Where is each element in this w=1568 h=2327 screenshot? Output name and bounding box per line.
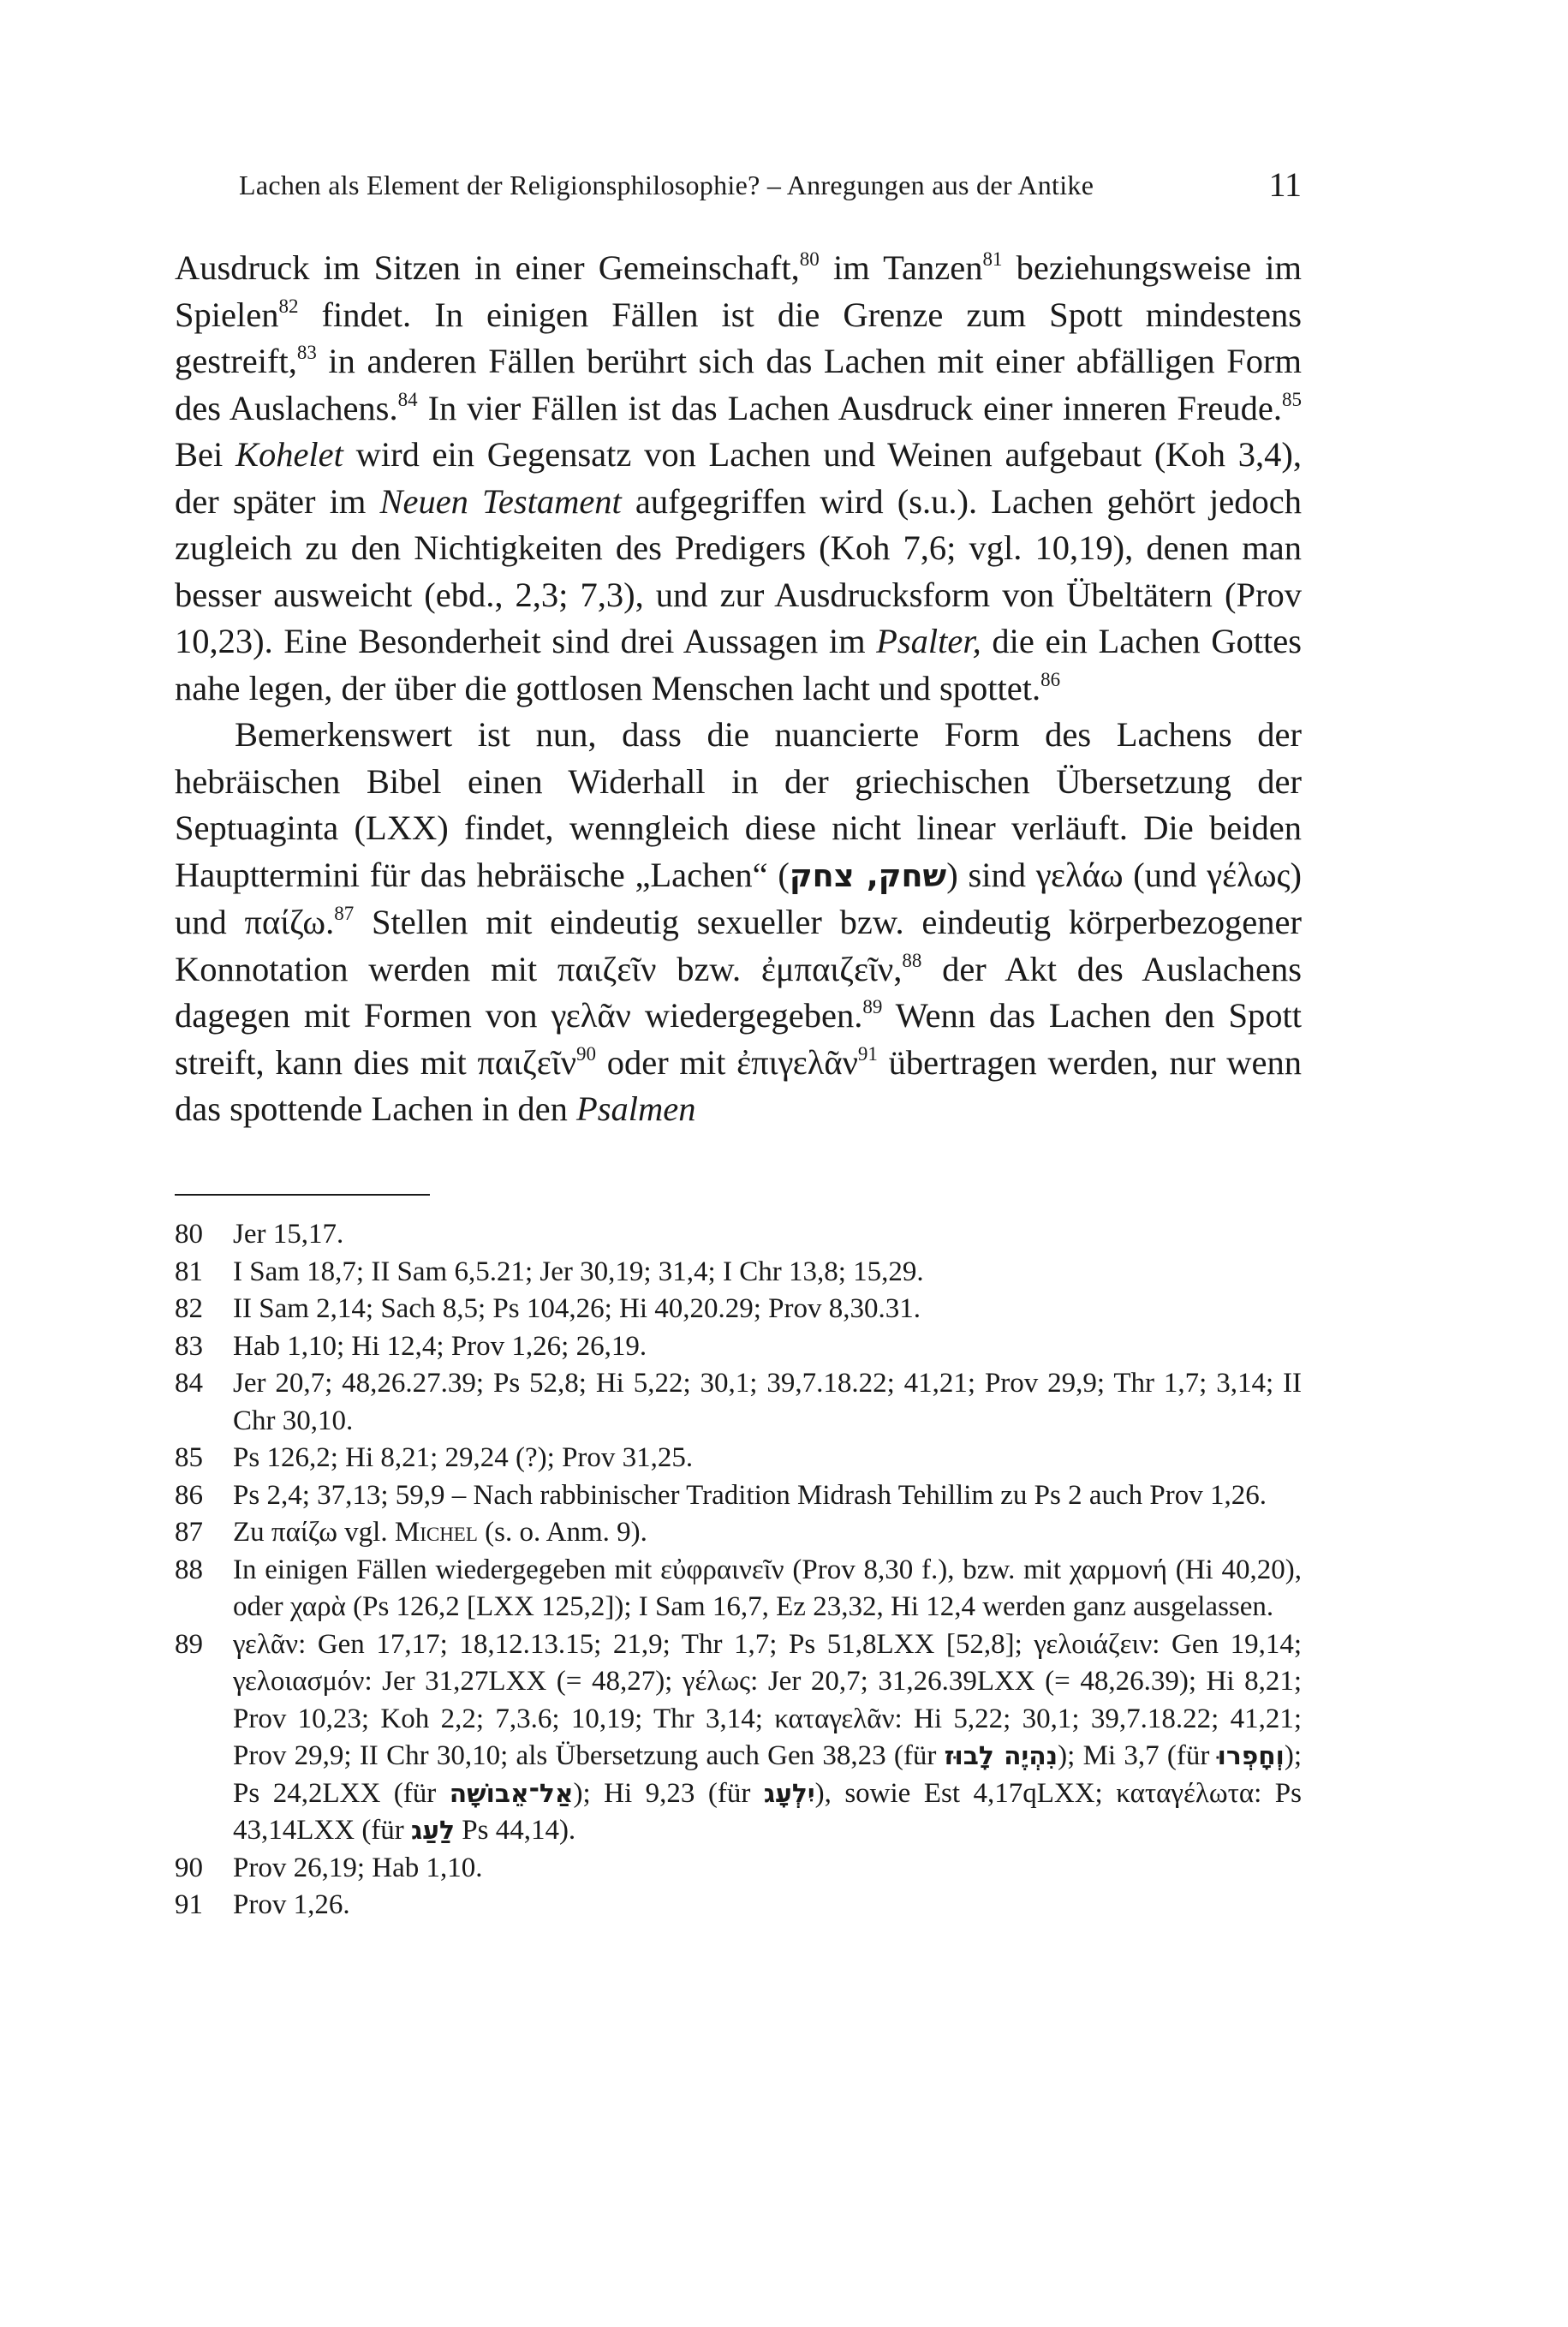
hebrew-term: וְחָפְרוּ [1217,1741,1285,1771]
text-run: Bemerkenswert ist nun, dass die nuancierte Form des Lachens der hebräischen Bibel einen Widerhall in der griechischen Übersetzung der Septuaginta (LXX) findet, wenngleich diese nicht linear verläuft. Die beiden Haupttermini für das hebräische „Lachen“ ( [175,715,1302,894]
footnote-82 [175,1291,1302,1328]
hebrew-term: נִהְיֶה לָבוּז [944,1741,1058,1771]
footnote-90 [175,1850,1302,1888]
text-run: Zu παίζω vgl. [233,1517,395,1548]
text-run: Wenn das Lachen den Spott streift, kann dies mit παιζεῖν [175,996,1303,1082]
footnote-83 [175,1328,1302,1366]
text-run: ); Hi 9,23 (für [573,1777,764,1809]
footnotes [175,1216,1302,1924]
footnote-ref-84[interactable]: 84 [397,388,418,410]
footnote-ref-86[interactable]: 86 [1040,668,1061,690]
main-text [175,245,1302,1133]
footnote-ref-83[interactable]: 83 [296,342,317,363]
footnote-number: 84 [175,1368,203,1399]
text-run: beziehungsweise im Spielen [175,248,1302,334]
footnote-text: Ps 126,2; Hi 8,21; 29,24 (?); Prov 31,25. [233,1442,694,1473]
footnote-ref-80[interactable]: 80 [799,248,820,270]
text-run: oder mit ἐπιγελᾶν [596,1042,858,1082]
footnote-ref-91[interactable]: 91 [857,1042,878,1065]
footnote-text: Jer 20,7; 48,26.27.39; Ps 52,8; Hi 5,22; 30,1; 39,7.18.22; 41,21; Prov 29,9; Thr 1,7; 3,14; II Chr 30,10. [233,1368,1302,1436]
text-run: ); Mi 3,7 (für [1058,1740,1218,1771]
footnote-text: Prov 26,19; Hab 1,10. [233,1852,483,1883]
footnote-88 [175,1552,1302,1626]
footnote-ref-82[interactable]: 82 [278,295,299,317]
text-run: Ausdruck im Sitzen in einer Gemeinschaft, [175,248,800,287]
text-run: die ein Lachen Gottes nahe legen, der über die gottlosen Menschen lacht und spottet. [175,622,1302,707]
page-number: 11 [1268,165,1302,204]
running-title: Lachen als Element der Religionsphilosophie? – Anregungen aus der Antike [239,170,1094,200]
footnote-number: 85 [175,1442,203,1473]
text-run: γελᾶν: Gen 17,17; 18,12.13.15; 21,9; Thr 1,7; Ps 51,8LXX [52,8]; γελοιάζειν: Gen 19,14; γελοιασμόν: Jer 31,27LXX (= 48,27); γέλως: Jer 20,7; 31,26.39LXX (= 48,26.39); Hi 8,21; Prov 10,23; Koh 2,2; 7,3.6; 10,19; Thr 3,14; καταγελᾶν: Hi 5,22; 30,1; 39,7.18.22; 41,21; Prov 29,9; II Chr 30,10; als Übersetzung auch Gen 38,23 (für [233,1628,1302,1771]
italic-title-neues-testament: Neuen Testament [379,481,622,521]
hebrew-term: שחק, צחק [789,856,947,894]
footnote-ref-88[interactable]: 88 [902,949,922,971]
text-run: im Tanzen [819,248,983,287]
footnote-number: 86 [175,1479,203,1511]
italic-title-psalmen: Psalmen [575,1089,696,1128]
footnote-text [233,1514,1302,1552]
text-run: wird ein Gegensatz von Lachen und Weinen aufgebaut (Koh 3,4), der später im [175,435,1302,521]
footnote-85 [175,1440,1302,1477]
text-run: Stellen mit eindeutig sexueller bzw. eindeutig körperbezogener Konnotation werden mit παιζεῖν bzw. ἐμπαιζεῖν, [175,903,1302,988]
hebrew-term: אַל־אֵבוֹשָׁה [449,1778,574,1809]
footnote-87 [175,1514,1302,1552]
footnote-number: 90 [175,1852,203,1883]
italic-title-psalter: Psalter, [876,622,981,660]
footnote-text: Ps 2,4; 37,13; 59,9 – Nach rabbinischer Tradition Midrash Tehillim zu Ps 2 auch Prov 1,26. [233,1479,1267,1511]
footnote-number: 89 [175,1628,203,1660]
text-run: Ps 44,14). [455,1815,576,1846]
footnote-text: Hab 1,10; Hi 12,4; Prov 1,26; 26,19. [233,1330,647,1362]
text-run: ) sind γελάω (und γέλως) und παίζω. [175,855,1303,941]
footnote-number: 88 [175,1554,203,1585]
paragraph-2 [175,712,1302,1133]
hebrew-term: יִלְעָג [763,1778,815,1809]
hebrew-term: לַעַג [411,1816,455,1846]
footnote-text [233,1626,1302,1850]
footnote-number: 81 [175,1256,203,1287]
text-run: in anderen Fällen berührt sich das Lachen mit einer abfälligen Form des Auslachens. [175,342,1302,427]
footnote-text: I Sam 18,7; II Sam 6,5.21; Jer 30,19; 31,4; I Chr 13,8; 15,29. [233,1256,924,1287]
footnote-91 [175,1887,1302,1924]
footnote-ref-90[interactable]: 90 [576,1042,597,1065]
footnote-ref-81[interactable]: 81 [982,248,1003,270]
running-header [203,165,1302,212]
italic-title-kohelet: Kohelet [235,435,343,474]
footnote-84 [175,1365,1302,1440]
author-name: Michel [394,1517,478,1548]
text-run: findet. In einigen Fällen ist die Grenze zum Spott mindestens gestreift, [175,295,1302,380]
text-run: ); Ps 24,2LXX (für [233,1740,1302,1809]
footnote-number: 80 [175,1219,203,1250]
footnote-separator [175,1194,430,1196]
footnote-81 [175,1254,1302,1292]
text-run: aufgegriffen wird (s.u.). Lachen gehört jedoch zugleich zu den Nichtigkeiten des Predigers (Koh 7,6; vgl. 10,19), denen man besser ausweicht (ebd., 2,3; 7,3), und zur Ausdrucksform von Übeltätern (Prov 10,23). Eine Besonderheit sind drei Aussagen im [175,481,1302,660]
paragraph-1 [175,245,1302,712]
text-run: Bei [175,435,235,474]
footnote-number: 82 [175,1293,203,1324]
footnote-86 [175,1477,1302,1515]
footnote-80 [175,1216,1302,1254]
footnote-text: Prov 1,26. [233,1889,350,1920]
footnote-ref-87[interactable]: 87 [334,903,355,924]
text-run: der Akt des Auslachens dagegen mit Formen von γελᾶν wiedergegeben. [175,949,1302,1035]
text-run: In vier Fällen ist das Lachen Ausdruck einer inneren Freude. [417,388,1283,427]
text-run: (s. o. Anm. 9). [477,1517,647,1548]
footnote-text: II Sam 2,14; Sach 8,5; Ps 104,26; Hi 40,20.29; Prov 8,30.31. [233,1293,921,1324]
footnote-text: In einigen Fällen wiedergegeben mit εὐφραινεῖν (Prov 8,30 f.), bzw. mit χαρμονή (Hi 40,20), oder χαρὰ (Ps 126,2 [LXX 125,2]); I Sam 16,7, Ez 23,32, Hi 12,4 werden ganz ausgelassen. [233,1554,1302,1622]
footnote-ref-89[interactable]: 89 [862,996,883,1017]
text-run: ), sowie Est 4,17qLXX; καταγέλωτα: Ps 43,14LXX (für [233,1777,1302,1846]
footnote-number: 87 [175,1517,203,1548]
text-run: übertragen werden, nur wenn das spottende Lachen in den [175,1042,1302,1128]
footnote-number: 83 [175,1330,203,1362]
footnote-ref-85[interactable]: 85 [1282,388,1303,410]
footnote-text: Jer 15,17. [233,1219,344,1250]
footnote-number: 91 [175,1889,203,1920]
footnote-89 [175,1626,1302,1850]
